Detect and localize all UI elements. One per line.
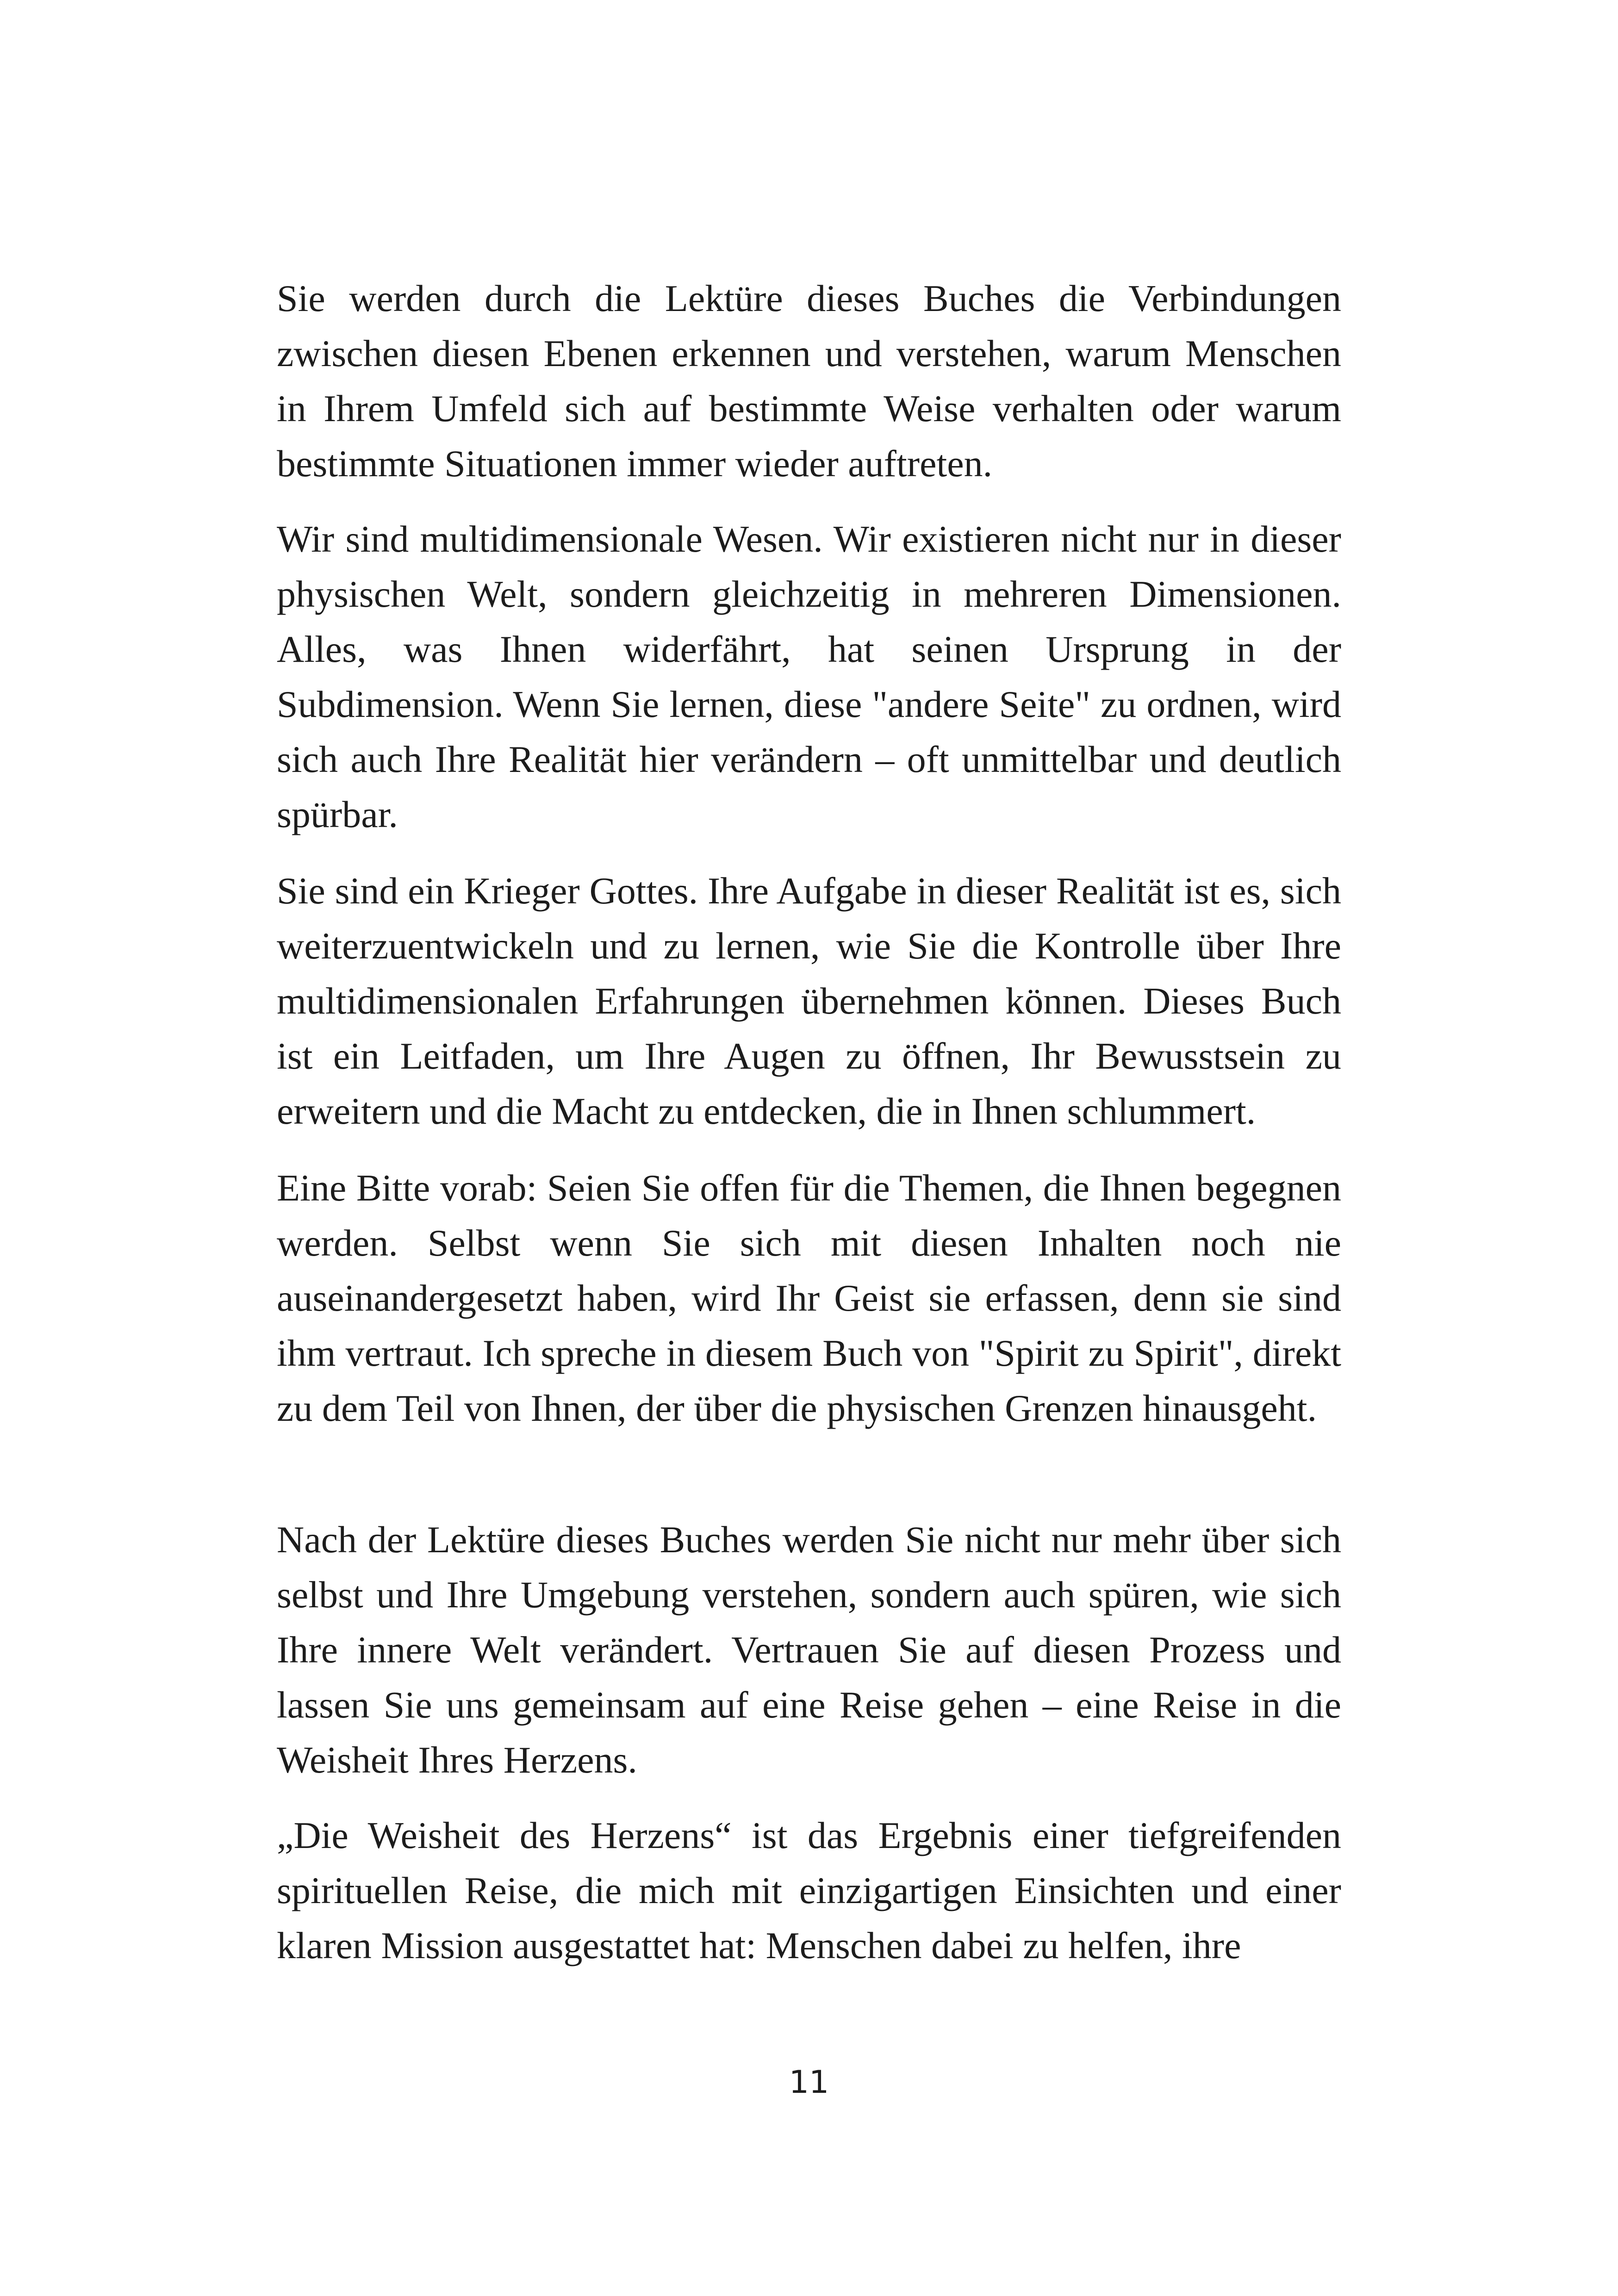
paragraph: Nach der Lektüre dieses Buches werden Sie nicht nur mehr über sich selbst und Ihre Umgebung verstehen, sondern auch spüren, wie sich Ihre innere Welt verändert. Vertrauen Sie auf diesen Prozess und lassen Sie uns gemeinsam auf eine Reise gehen – eine Reise in die Weisheit Ihres Herzens. xyxy=(277,1518,1341,1781)
paragraph: Wir sind multidimensionale Wesen. Wir existieren nicht nur in dieser physischen Welt, sondern gleichzeitig in mehreren Dimensionen. Alles, was Ihnen widerfährt, hat seinen Ursprung in der Subdimension. Wenn Sie lernen, diese "andere Seite" zu ordnen, wird sich auch Ihre Realität hier verändern – oft unmittelbar und deutlich spürbar. xyxy=(277,518,1341,835)
paragraph: Sie werden durch die Lektüre dieses Buches die Verbindungen zwischen diesen Ebenen erkennen und verstehen, warum Menschen in Ihrem Umfeld sich auf bestimmte Weise verhalten oder warum bestimmte Situationen immer wieder auftreten. xyxy=(277,277,1341,485)
paragraph: Sie sind ein Krieger Gottes. Ihre Aufgabe in dieser Realität ist es, sich weiterzuentwickeln und zu lernen, wie Sie die Kontrolle über Ihre multidimensionalen Erfahrungen übernehmen können. Dieses Buch ist ein Leitfaden, um Ihre Augen zu öffnen, Ihr Bewusstsein zu erweitern und die Macht zu entdecken, die in Ihnen schlummert. xyxy=(277,870,1341,1132)
paragraph: Eine Bitte vorab: Seien Sie offen für die Themen, die Ihnen begegnen werden. Selbst wenn Sie sich mit diesen Inhalten noch nie auseinandergesetzt haben, wird Ihr Geist sie erfassen, denn sie sind ihm vertraut. Ich spreche in diesem Buch von "Spirit zu Spirit", direkt zu dem Teil von Ihnen, der über die physischen Grenzen hinausgeht. xyxy=(277,1167,1341,1429)
page-number: 11 xyxy=(789,2064,829,2101)
paragraph: „Die Weisheit des Herzens“ ist das Ergebnis einer tiefgreifenden spirituellen Reise, die mich mit einzigartigen Einsichten und einer klaren Mission ausgestattet hat: Menschen dabei zu helfen, ihre xyxy=(277,1814,1341,1966)
